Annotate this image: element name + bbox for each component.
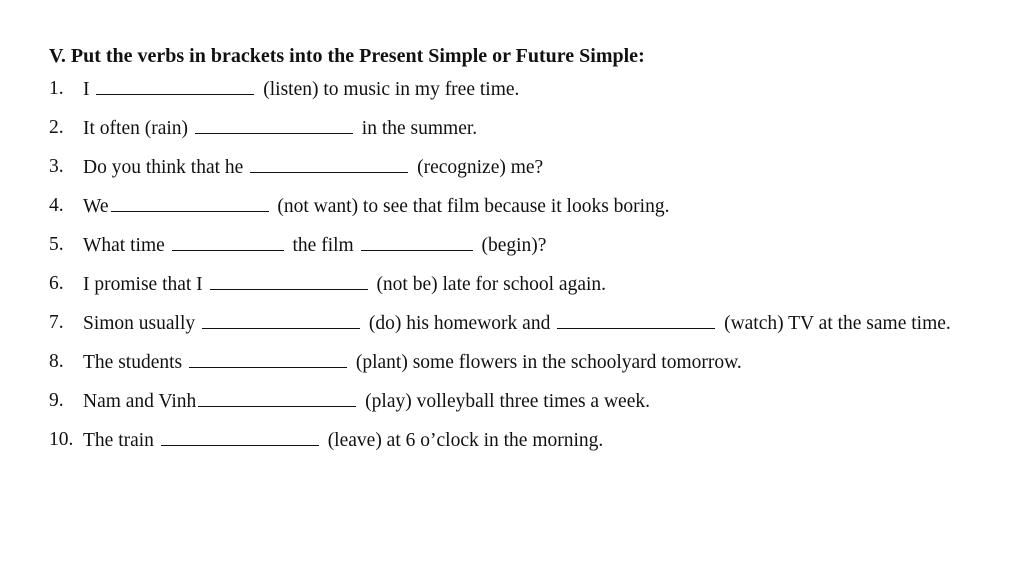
worksheet <box>49 42 989 464</box>
answer-blank[interactable] <box>210 269 368 290</box>
item-text-part: (listen) to music in my free time. <box>263 79 520 100</box>
item-text-part: It often (rain) <box>83 118 189 139</box>
item-text-part: (not be) late for school again. <box>376 274 607 295</box>
item-text-part: We <box>83 196 109 217</box>
item-text <box>83 386 989 417</box>
item-text-part: (recognize) me? <box>417 157 544 178</box>
item-text-part: (do) his homework and <box>368 313 551 334</box>
item-text-part: I promise that I <box>83 274 203 295</box>
item-number: 1. <box>49 78 64 99</box>
exercise-item-10 <box>49 425 989 456</box>
answer-blank[interactable] <box>111 191 269 212</box>
exercise-item-8 <box>49 347 989 378</box>
exercise-list <box>49 74 989 456</box>
item-text <box>83 308 989 339</box>
exercise-item-6 <box>49 269 989 300</box>
item-text <box>83 269 989 300</box>
item-text-part: (not want) to see that film because it looks boring. <box>277 196 670 217</box>
item-text <box>83 74 989 105</box>
item-text-part: in the summer. <box>361 118 478 139</box>
exercise-item-9 <box>49 386 989 417</box>
item-text-part: The students <box>83 352 183 373</box>
item-text <box>83 425 989 456</box>
item-text-part: Nam and Vinh <box>83 391 197 412</box>
item-number: 4. <box>49 195 64 216</box>
item-text <box>83 230 989 261</box>
item-number: 10. <box>49 429 74 450</box>
exercise-item-1 <box>49 74 989 105</box>
item-text-part: (begin)? <box>481 235 547 256</box>
answer-blank[interactable] <box>557 308 715 329</box>
item-number: 3. <box>49 156 64 177</box>
answer-blank[interactable] <box>202 308 360 329</box>
exercise-item-5 <box>49 230 989 261</box>
item-text <box>83 152 989 183</box>
item-text-part: (watch) TV at the same time. <box>724 313 951 334</box>
item-text-part: What time <box>83 235 165 256</box>
item-text <box>83 347 989 378</box>
exercise-item-7 <box>49 308 989 339</box>
answer-blank[interactable] <box>96 74 254 95</box>
item-text-part: (leave) at 6 o’clock in the morning. <box>327 430 604 451</box>
exercise-item-2 <box>49 113 989 144</box>
item-number: 8. <box>49 351 64 372</box>
item-text-part: (plant) some flowers in the schoolyard tomorrow. <box>355 352 742 373</box>
exercise-item-4 <box>49 191 989 222</box>
answer-blank[interactable] <box>195 113 353 134</box>
item-text-part: Simon usually <box>83 313 196 334</box>
item-text <box>83 191 989 222</box>
exercise-item-3 <box>49 152 989 183</box>
item-text-part: the film <box>292 235 354 256</box>
item-number: 9. <box>49 390 64 411</box>
item-text-part: Do you think that he <box>83 157 244 178</box>
item-text-part: I <box>83 79 90 100</box>
exercise-heading: V. Put the verbs in brackets into the Present Simple or Future Simple: <box>49 45 645 67</box>
item-number: 7. <box>49 312 64 333</box>
item-number: 2. <box>49 117 64 138</box>
answer-blank[interactable] <box>189 347 347 368</box>
item-text-part: The train <box>83 430 154 451</box>
answer-blank[interactable] <box>250 152 408 173</box>
item-number: 6. <box>49 273 64 294</box>
answer-blank[interactable] <box>161 425 319 446</box>
item-text-part: (play) volleyball three times a week. <box>365 391 650 412</box>
answer-blank[interactable] <box>172 230 284 251</box>
item-number: 5. <box>49 234 64 255</box>
item-text <box>83 113 989 144</box>
answer-blank[interactable] <box>198 386 356 407</box>
answer-blank[interactable] <box>361 230 473 251</box>
